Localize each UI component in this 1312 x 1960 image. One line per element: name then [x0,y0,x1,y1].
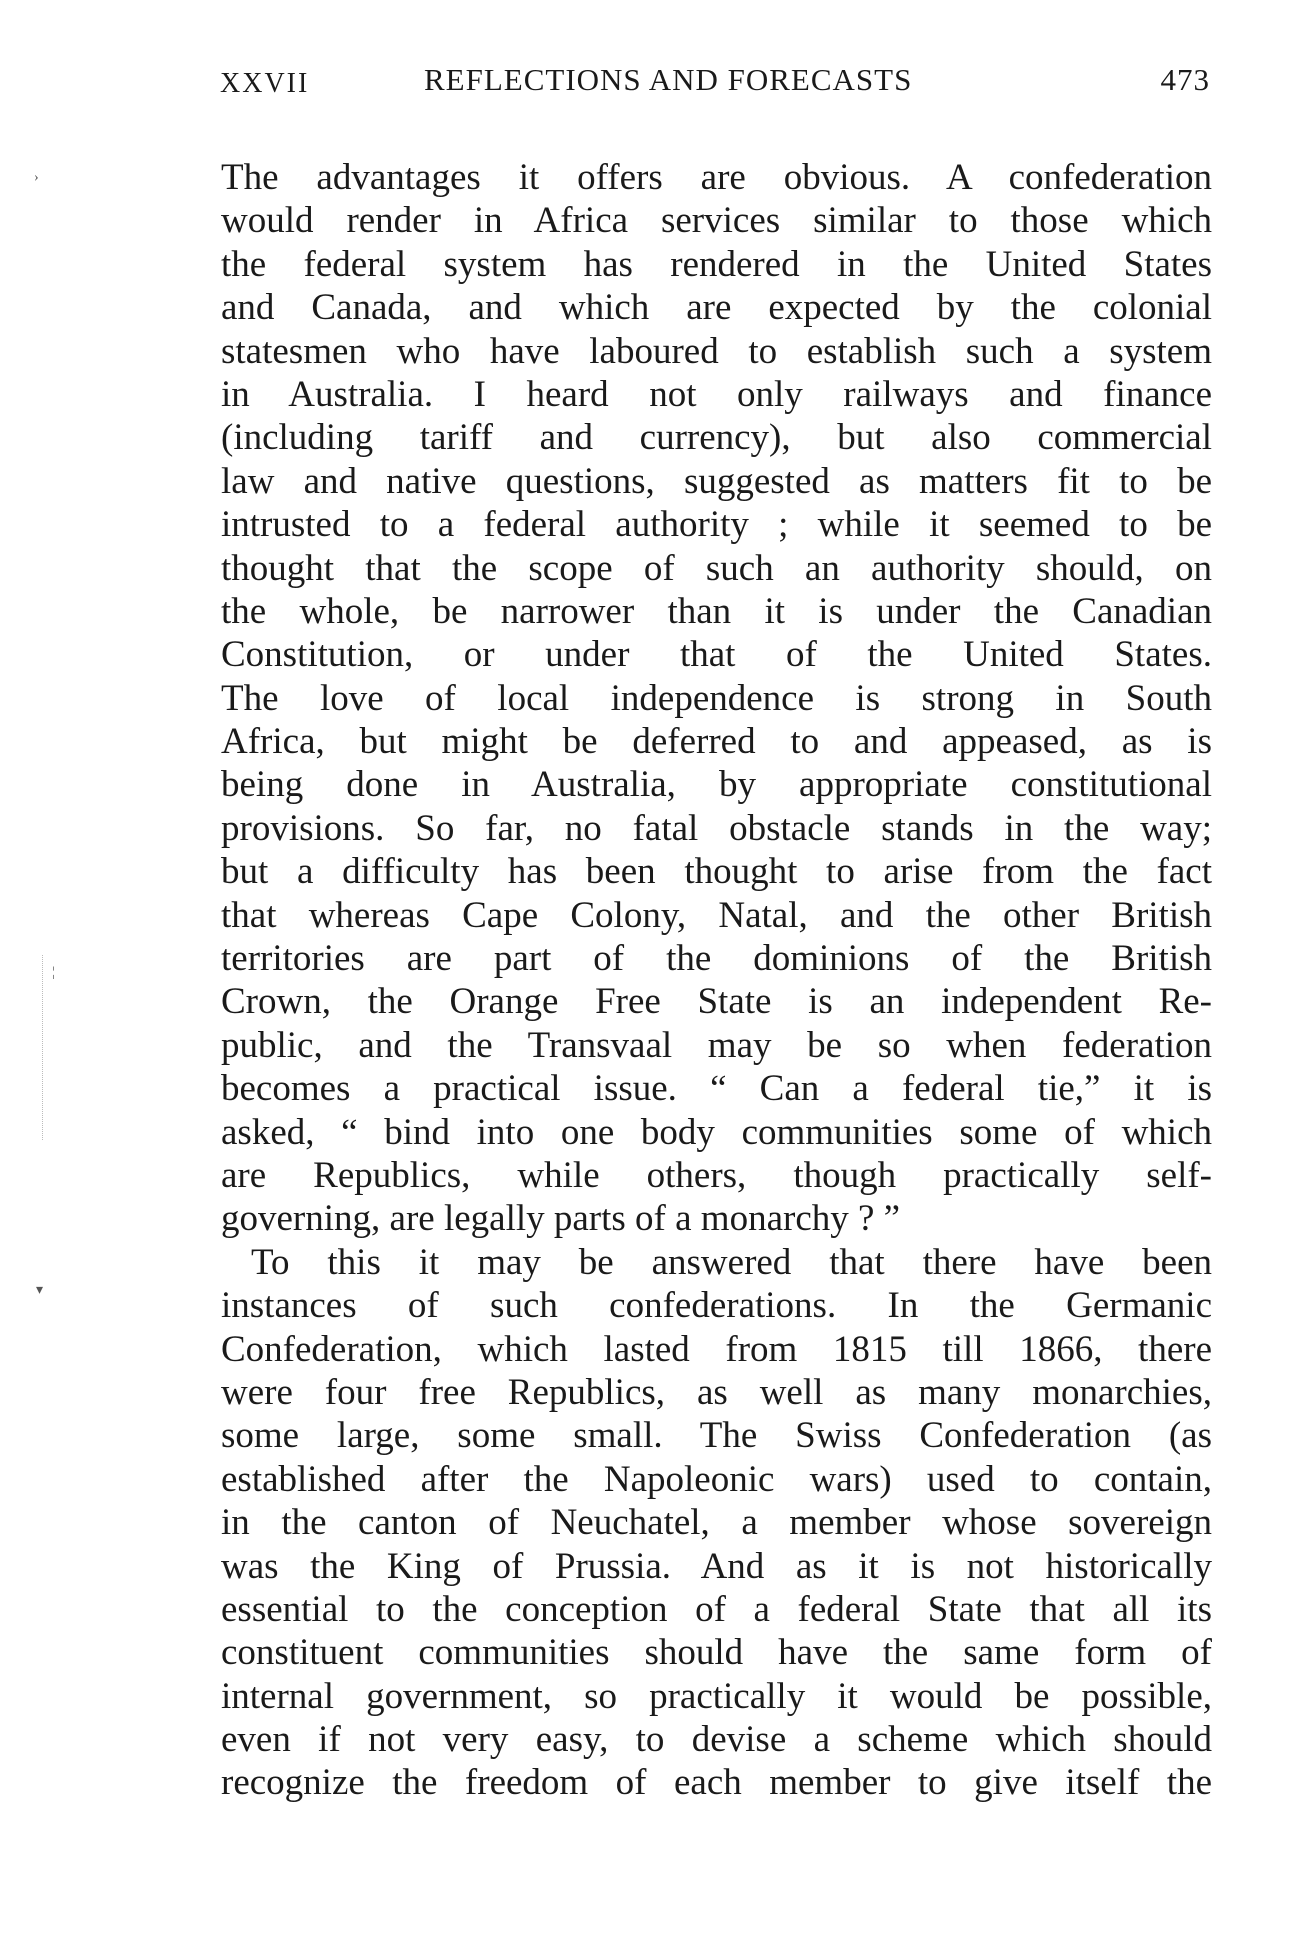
margin-dotted-rule [42,955,43,1140]
text-line: were four free Republics, as well as many monarchies, [221,1371,1212,1413]
text-line: that whereas Cape Colony, Natal, and the other British [221,894,1212,936]
text-line: territories are part of the dominions of the British [221,938,1212,980]
chapter-number: XXVII [220,68,310,99]
text-line: constituent communities should have the same form of [221,1632,1212,1674]
text-line: The advantages it offers are obvious. A confederation [221,157,1212,198]
text-line: Africa, but might be deferred to and appeased, as is [221,721,1212,763]
running-title: REFLECTIONS AND FORECASTS [424,62,913,97]
text-line: (including tariff and currency), but also commercial [221,417,1212,459]
text-line: some large, some small. The Swiss Confederation (as [221,1415,1212,1457]
body-text [221,156,1212,1805]
text-line: The love of local independence is strong in South [221,677,1212,719]
text-line: Constitution, or under that of the United States. [221,634,1212,676]
text-line: thought that the scope of such an authority should, on [221,547,1212,589]
text-line: instances of such confederations. In the Germanic [221,1285,1212,1327]
text-line: asked, “ bind into one body communities some of which [221,1111,1212,1153]
text-line-paragraph-start: To this it may be answered that there have been [251,1241,1212,1283]
text-line: even if not very easy, to devise a scheme which should [221,1719,1212,1761]
text-line: law and native questions, suggested as matters fit to be [221,460,1212,502]
text-line: becomes a practical issue. “ Can a federal tie,” it is [221,1068,1212,1110]
text-line: the federal system has rendered in the United States [221,243,1212,285]
margin-speck: ▾ [36,1283,44,1298]
text-line: but a difficulty has been thought to arise from the fact [221,851,1212,893]
text-line: intrusted to a federal authority ; while it seemed to be [221,504,1212,546]
text-line: the whole, be narrower than it is under the Canadian [221,590,1212,632]
text-line: established after the Napoleonic wars) used to contain, [221,1458,1212,1500]
text-line: in the canton of Neuchatel, a member whose sovereign [221,1502,1212,1544]
text-line: are Republics, while others, though practically self- [221,1154,1212,1196]
text-line: recognize the freedom of each member to give itself the [221,1762,1212,1804]
text-line: public, and the Transvaal may be so when federation [221,1024,1212,1066]
text-line: statesmen who have laboured to establish such a system [221,330,1212,372]
text-line: provisions. So far, no fatal obstacle stands in the way; [221,807,1212,849]
text-line: and Canada, and which are expected by the colonial [221,287,1212,329]
margin-speck: ¦ [52,965,55,980]
text-line: internal government, so practically it would be possible, [221,1675,1212,1717]
text-line-paragraph-end: governing, are legally parts of a monarchy ? ” [221,1198,901,1240]
text-line: would render in Africa services similar to those which [221,200,1212,242]
text-line: Confederation, which lasted from 1815 till 1866, there [221,1328,1212,1370]
text-line: in Australia. I heard not only railways and finance [221,373,1212,415]
text-line: essential to the conception of a federal State that all its [221,1588,1212,1630]
margin-speck: › [34,170,39,185]
text-line: Crown, the Orange Free State is an independent Re- [221,981,1212,1023]
page-number: 473 [1160,62,1210,97]
text-line: was the King of Prussia. And as it is not historically [221,1545,1212,1587]
text-line: being done in Australia, by appropriate constitutional [221,764,1212,806]
running-head [220,62,1214,112]
